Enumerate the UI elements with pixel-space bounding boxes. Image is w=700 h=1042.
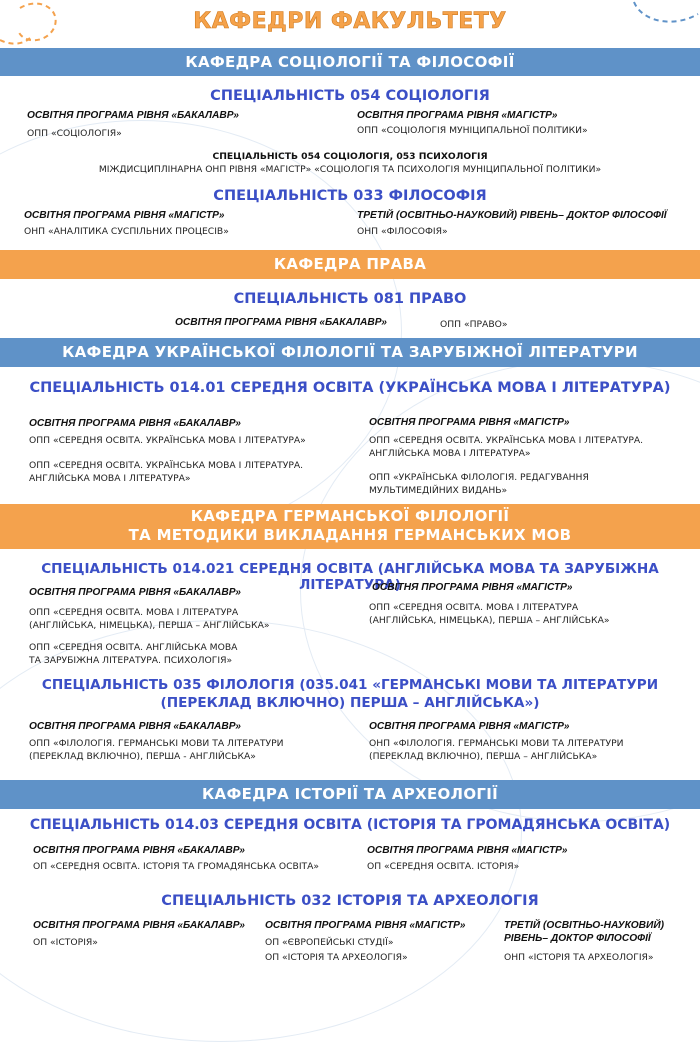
- program-name: ОП «СЕРЕДНЯ ОСВІТА. ІСТОРІЯ»: [367, 861, 520, 872]
- program-name: ОП «ІСТОРІЯ ТА АРХЕОЛОГІЯ»: [265, 952, 408, 963]
- program-name: ОПП «СЕРЕДНЯ ОСВІТА. МОВА І ЛІТЕРАТУРА (АНГЛІЙСЬКА, НІМЕЦЬКА), ПЕРША – АНГЛІЙСЬКА»: [369, 602, 610, 626]
- program-level-heading: ОСВІТНЯ ПРОГРАМА РІВНЯ «МАГІСТР»: [24, 210, 225, 221]
- specialty-heading: СПЕЦІАЛЬНІСТЬ 014.021 СЕРЕДНЯ ОСВІТА (АНГЛІЙСЬКА МОВА ТА ЗАРУБІЖНА ЛІТЕРАТУРА): [41, 561, 659, 593]
- program-name: ОПП «ФІЛОЛОГІЯ. ГЕРМАНСЬКІ МОВИ ТА ЛІТЕРАТУРИ (ПЕРЕКЛАД ВКЛЮЧНО), ПЕРША - АНГЛІЙСЬКА»: [29, 738, 284, 762]
- specialty-heading-line: (ПЕРЕКЛАД ВКЛЮЧНО) ПЕРША – АНГЛІЙСЬКА»): [160, 695, 540, 711]
- program-level-heading: ОСВІТНЯ ПРОГРАМА РІВНЯ «БАКАЛАВР»: [29, 721, 241, 732]
- program-level-heading: ТРЕТІЙ (ОСВІТНЬО-НАУКОВИЙ) РІВЕНЬ– ДОКТОР ФІЛОСОФІЇ: [357, 210, 667, 221]
- program-name: ОПП «СЕРЕДНЯ ОСВІТА. АНГЛІЙСЬКА МОВА ТА ЗАРУБІЖНА ЛІТЕРАТУРА. ПСИХОЛОГІЯ»: [29, 642, 238, 666]
- department-header: КАФЕДРА УКРАЇНСЬКОЇ ФІЛОЛОГІЇ ТА ЗАРУБІЖНОЇ ЛІТЕРАТУРИ: [0, 338, 700, 367]
- page-title: КАФЕДРИ ФАКУЛЬТЕТУ: [193, 9, 507, 34]
- program-level-heading: ОСВІТНЯ ПРОГРАМА РІВНЯ «БАКАЛАВР»: [29, 418, 241, 429]
- program-name: ОПП «СЕРЕДНЯ ОСВІТА. УКРАЇНСЬКА МОВА І ЛІТЕРАТУРА»: [29, 435, 306, 446]
- program-name: ОПП «СОЦІОЛОГІЯ»: [27, 128, 122, 139]
- specialty-heading: СПЕЦІАЛЬНІСТЬ 081 ПРАВО: [233, 291, 467, 307]
- program-name: ОПП «СЕРЕДНЯ ОСВІТА. УКРАЇНСЬКА МОВА І ЛІТЕРАТУРА. АНГЛІЙСЬКА МОВА І ЛІТЕРАТУРА»: [29, 460, 304, 484]
- program-name: ОП «ІСТОРІЯ»: [33, 937, 98, 948]
- department-header: КАФЕДРА ПРАВА: [0, 250, 700, 279]
- department-name-line: ТА МЕТОДИКИ ВИКЛАДАННЯ ГЕРМАНСЬКИХ МОВ: [128, 526, 572, 544]
- program-level-heading: [504, 919, 664, 945]
- program-level-heading: ОСВІТНЯ ПРОГРАМА РІВНЯ «МАГІСТР»: [357, 110, 558, 121]
- program-level-heading: ОСВІТНЯ ПРОГРАМА РІВНЯ «БАКАЛАВР»: [29, 587, 241, 598]
- department-header: [0, 504, 700, 549]
- program-name: ОПП «СЕРЕДНЯ ОСВІТА. УКРАЇНСЬКА МОВА І ЛІТЕРАТУРА. АНГЛІЙСЬКА МОВА І ЛІТЕРАТУРА»: [369, 435, 644, 459]
- program-name: ОПП «УКРАЇНСЬКА ФІЛОЛОГІЯ. РЕДАГУВАННЯ МУЛЬТИМЕДІЙНИХ ВИДАНЬ»: [369, 472, 589, 496]
- program-name: ОНП «ФІЛОЛОГІЯ. ГЕРМАНСЬКІ МОВИ ТА ЛІТЕРАТУРИ (ПЕРЕКЛАД ВКЛЮЧНО), ПЕРША – АНГЛІЙСЬКА»: [369, 738, 624, 762]
- program-level-heading: ОСВІТНЯ ПРОГРАМА РІВНЯ «МАГІСТР»: [367, 845, 568, 856]
- program-name: ОП «ЄВРОПЕЙСЬКІ СТУДІЇ»: [265, 937, 394, 948]
- specialty-heading: СПЕЦІАЛЬНІСТЬ 014.01 СЕРЕДНЯ ОСВІТА (УКРАЇНСЬКА МОВА І ЛІТЕРАТУРА): [29, 380, 671, 396]
- program-name: ОНП «АНАЛІТИКА СУСПІЛЬНИХ ПРОЦЕСІВ»: [24, 226, 229, 237]
- program-name: МІЖДИСЦИПЛІНАРНА ОНП РІВНЯ «МАГІСТР» «СОЦІОЛОГІЯ ТА ПСИХОЛОГІЯ МУНІЦИПАЛЬНОЇ ПОЛІТИКИ»: [98, 164, 602, 175]
- department-header: КАФЕДРА ІСТОРІЇ ТА АРХЕОЛОГІЇ: [0, 780, 700, 809]
- program-level-heading: ОСВІТНЯ ПРОГРАМА РІВНЯ «МАГІСТР»: [369, 721, 570, 732]
- program-level-heading: ОСВІТНЯ ПРОГРАМА РІВНЯ «БАКАЛАВР»: [27, 110, 239, 121]
- interdisciplinary-heading: СПЕЦІАЛЬНІСТЬ 054 СОЦІОЛОГІЯ, 053 ПСИХОЛОГІЯ: [212, 151, 488, 162]
- program-level-heading: ОСВІТНЯ ПРОГРАМА РІВНЯ «БАКАЛАВР»: [33, 845, 245, 856]
- specialty-heading: СПЕЦІАЛЬНІСТЬ 014.03 СЕРЕДНЯ ОСВІТА (ІСТОРІЯ ТА ГРОМАДЯНСЬКА ОСВІТА): [29, 817, 671, 833]
- specialty-heading-line: СПЕЦІАЛЬНІСТЬ 035 ФІЛОЛОГІЯ (035.041 «ГЕРМАНСЬКІ МОВИ ТА ЛІТЕРАТУРИ: [41, 677, 659, 693]
- program-name: ОПП «ПРАВО»: [440, 319, 508, 330]
- specialty-heading: СПЕЦІАЛЬНІСТЬ 033 ФІЛОСОФІЯ: [213, 188, 487, 204]
- program-name: ОПП «СЕРЕДНЯ ОСВІТА. МОВА І ЛІТЕРАТУРА (АНГЛІЙСЬКА, НІМЕЦЬКА), ПЕРША – АНГЛІЙСЬКА»: [29, 607, 270, 631]
- program-level-heading: ОСВІТНЯ ПРОГРАМА РІВНЯ «МАГІСТР»: [369, 417, 570, 428]
- program-level-heading: ОСВІТНЯ ПРОГРАМА РІВНЯ «МАГІСТР»: [265, 920, 466, 931]
- program-level-heading-line: ТРЕТІЙ (ОСВІТНЬО-НАУКОВИЙ): [504, 920, 665, 931]
- department-name-line: КАФЕДРА ГЕРМАНСЬКОЇ ФІЛОЛОГІЇ: [190, 507, 510, 525]
- program-level-heading: ОСВІТНЯ ПРОГРАМА РІВНЯ «МАГІСТР»: [372, 582, 573, 593]
- program-level-heading-line: РІВЕНЬ– ДОКТОР ФІЛОСОФІЇ: [504, 933, 651, 944]
- program-name: ОПП «СОЦІОЛОГІЯ МУНІЦИПАЛЬНОЇ ПОЛІТИКИ»: [357, 125, 588, 136]
- program-level-heading: ОСВІТНЯ ПРОГРАМА РІВНЯ «БАКАЛАВР»: [33, 920, 245, 931]
- department-header: КАФЕДРА СОЦІОЛОГІЇ ТА ФІЛОСОФІЇ: [0, 48, 700, 76]
- specialty-heading: СПЕЦІАЛЬНІСТЬ 054 СОЦІОЛОГІЯ: [210, 88, 490, 104]
- program-name: ОНП «ФІЛОСОФІЯ»: [357, 226, 448, 237]
- specialty-heading: СПЕЦІАЛЬНІСТЬ 032 ІСТОРІЯ ТА АРХЕОЛОГІЯ: [161, 893, 539, 909]
- program-name: ОП «СЕРЕДНЯ ОСВІТА. ІСТОРІЯ ТА ГРОМАДЯНСЬКА ОСВІТА»: [33, 861, 320, 872]
- specialty-heading: [0, 676, 700, 712]
- program-name: ОНП «ІСТОРІЯ ТА АРХЕОЛОГІЯ»: [504, 952, 654, 963]
- program-level-heading: ОСВІТНЯ ПРОГРАМА РІВНЯ «БАКАЛАВР»: [175, 317, 387, 328]
